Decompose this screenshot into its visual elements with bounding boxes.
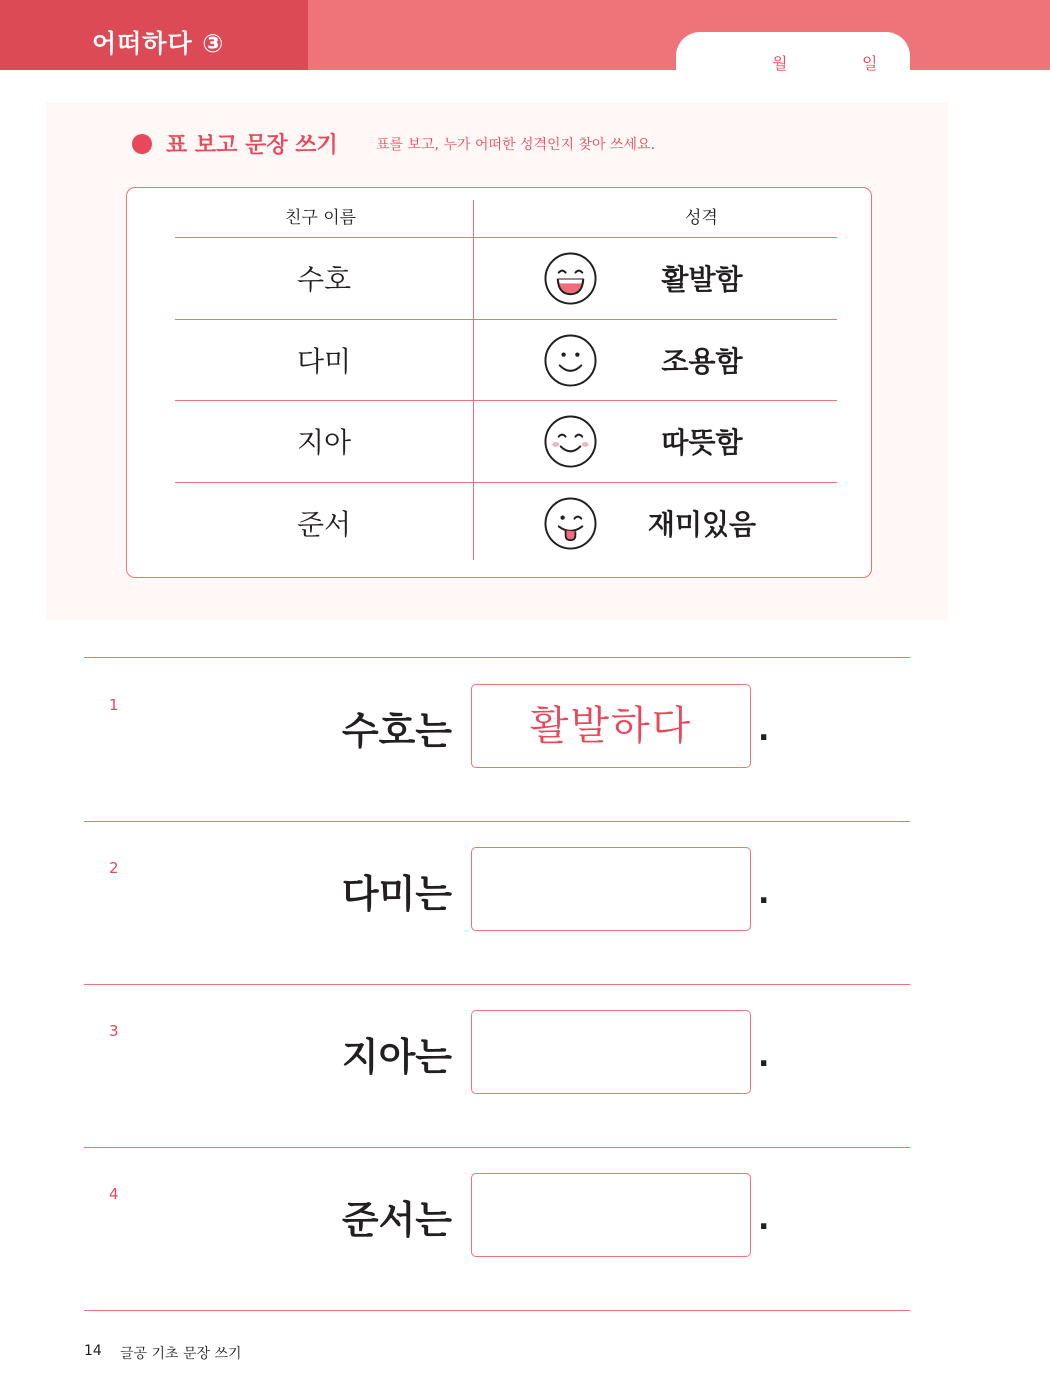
bullet-dot-icon: [132, 134, 152, 154]
blushing-smile-face-icon: [543, 414, 598, 469]
page-title: 어떠하다 ③: [92, 29, 225, 58]
exercise-number: 3: [109, 1022, 119, 1040]
exercise-divider: [84, 1147, 910, 1148]
table-row: [127, 401, 873, 482]
friend-name: 지아: [296, 426, 352, 459]
table-row: [127, 483, 873, 564]
trait-label: 조용함: [661, 345, 743, 378]
activity-title: 표 보고 문장 쓰기: [166, 133, 338, 158]
laughing-face-icon: [543, 251, 598, 306]
exercise-number: 2: [109, 859, 119, 877]
sentence-period: .: [758, 1202, 770, 1237]
date-month-label: 월: [772, 54, 788, 73]
page-number: 14: [84, 1343, 102, 1359]
exercise-number: 1: [109, 696, 119, 714]
trait-label: 재미있음: [647, 508, 757, 541]
date-box: [676, 32, 910, 72]
friend-name: 수호: [296, 263, 352, 296]
exercise-divider: [84, 821, 910, 822]
activity-panel: [46, 102, 948, 620]
friend-name: 준서: [296, 508, 352, 541]
exercise-subject: 수호는: [341, 709, 452, 753]
header-title-tab: [0, 0, 308, 70]
exercise-divider: [84, 984, 910, 985]
sentence-period: .: [758, 1039, 770, 1074]
exercise-number: 4: [109, 1185, 119, 1203]
table-row: [127, 320, 873, 401]
calm-smile-face-icon: [543, 333, 598, 388]
date-day-label: 일: [862, 54, 878, 73]
answer-box[interactable]: [471, 1010, 751, 1094]
exercise-divider: [84, 1310, 910, 1311]
personality-table: [126, 187, 872, 578]
answer-box[interactable]: 활발하다: [471, 684, 751, 768]
answer-box[interactable]: [471, 1173, 751, 1257]
sentence-period: .: [758, 713, 770, 748]
answer-box[interactable]: [471, 847, 751, 931]
exercise-subject: 준서는: [341, 1198, 452, 1242]
trait-label: 활발함: [661, 263, 743, 296]
column-header-name: 친구 이름: [285, 208, 357, 228]
table-row: [127, 238, 873, 319]
exercise-subject: 다미는: [341, 872, 452, 916]
book-title: 글공 기초 문장 쓰기: [120, 1346, 242, 1362]
trait-label: 따뜻함: [661, 426, 743, 459]
exercise-subject: 지아는: [341, 1035, 452, 1079]
sentence-period: .: [758, 876, 770, 911]
exercise-divider: [84, 657, 910, 658]
tongue-out-wink-face-icon: [543, 496, 598, 551]
column-header-trait: 성격: [685, 208, 718, 228]
activity-instruction: 표를 보고, 누가 어떠한 성격인지 찾아 쓰세요.: [376, 137, 656, 153]
friend-name: 다미: [296, 345, 352, 378]
